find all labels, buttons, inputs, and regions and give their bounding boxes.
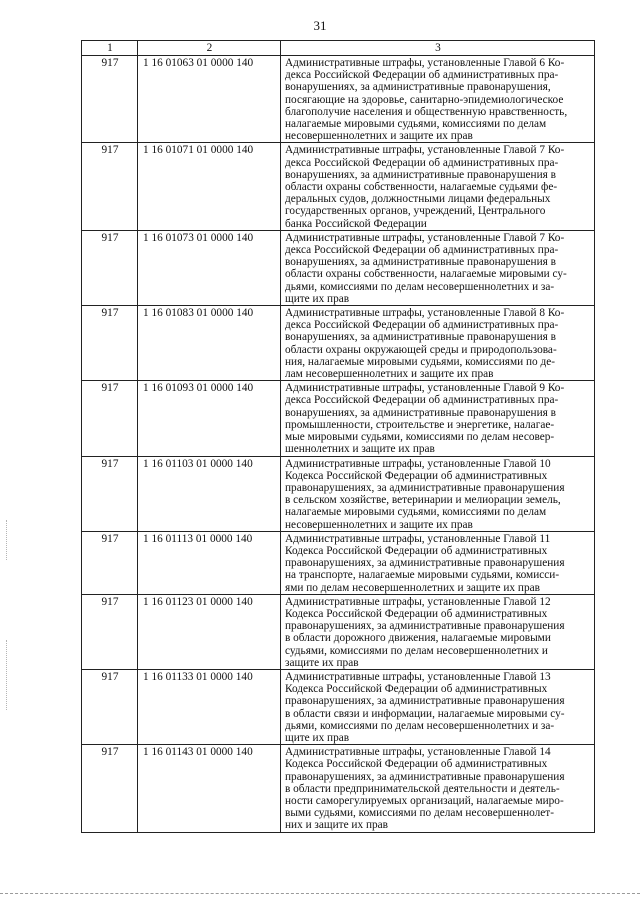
revenue-description-cell: Административные штрафы, установленные Главой 10 Кодекса Российской Федерации об административных правонарушениях, за административные правонарушения в сельском хозяйстве, ветеринарии и мелиорации земель, налагаемые мировыми судьями, комиссиями по делам несовершеннолетних и защите их прав xyxy=(281,456,595,531)
revenue-description-cell: Административные штрафы, установленные Главой 13 Кодекса Российской Федерации об административных правонарушениях, за административные правонарушения в области связи и информации, налагаемые мировыми су- дьями, комиссиями по делам несовершеннолетних и за- щите их прав xyxy=(281,669,595,744)
budget-classification-code-cell: 1 16 01113 01 0000 140 xyxy=(138,531,281,594)
revenue-description-cell: Административные штрафы, установленные Главой 7 Ко- декса Российской Федерации об административных пра- вонарушениях, за административные правонарушения в области охраны собственности, налагаемые судьями фе- деральных судов, должностными лицами федеральных государственных органов, учреждений, Центрального банка Российской Федерации xyxy=(281,143,595,230)
column-header-3: 3 xyxy=(281,41,595,56)
column-header-1: 1 xyxy=(82,41,138,56)
table-row xyxy=(82,531,595,594)
table-row xyxy=(82,381,595,456)
budget-classification-code-cell: 1 16 01133 01 0000 140 xyxy=(138,669,281,744)
admin-code-cell: 917 xyxy=(82,230,138,305)
budget-classification-code-cell: 1 16 01071 01 0000 140 xyxy=(138,143,281,230)
table-row xyxy=(82,456,595,531)
admin-code-cell: 917 xyxy=(82,745,138,832)
scan-margin-mark xyxy=(6,640,7,710)
revenue-description-cell: Административные штрафы, установленные Главой 9 Ко- декса Российской Федерации об административных пра- вонарушениях, за административные правонарушения в промышленности, строительстве и энергетике, налагае- мые мировыми судьями, комиссиями по делам несовер- шеннолетних и защите их прав xyxy=(281,381,595,456)
budget-classification-code-cell: 1 16 01143 01 0000 140 xyxy=(138,745,281,832)
revenue-description-cell: Административные штрафы, установленные Главой 6 Ко- декса Российской Федерации об административных пра- вонарушениях, за административные правонарушения, посягающие на здоровье, санитарно-эпидемиологическое благополучие населения и общественную нравственность, налагаемые мировыми судьями, комиссиями по делам несовершеннолетних и защите их прав xyxy=(281,56,595,143)
budget-classification-code-cell: 1 16 01063 01 0000 140 xyxy=(138,56,281,143)
admin-code-cell: 917 xyxy=(82,381,138,456)
admin-code-cell: 917 xyxy=(82,56,138,143)
revenue-description-cell: Административные штрафы, установленные Главой 12 Кодекса Российской Федерации об административных правонарушениях, за административные правонарушения в области дорожного движения, налагаемые мировыми судьями, комиссиями по делам несовершеннолетних и защите их прав xyxy=(281,594,595,669)
budget-classification-code-cell: 1 16 01073 01 0000 140 xyxy=(138,230,281,305)
revenue-description-cell: Административные штрафы, установленные Главой 11 Кодекса Российской Федерации об административных правонарушениях, за административные правонарушения на транспорте, налагаемые мировыми судьями, комисси- ями по делам несовершеннолетних и защите их прав xyxy=(281,531,595,594)
admin-code-cell: 917 xyxy=(82,531,138,594)
table-row xyxy=(82,230,595,305)
table-header-row xyxy=(82,41,595,56)
table-row xyxy=(82,594,595,669)
table-body xyxy=(82,41,595,833)
scan-margin-mark xyxy=(6,520,7,560)
budget-codes-table xyxy=(81,40,595,833)
column-header-2: 2 xyxy=(138,41,281,56)
budget-classification-code-cell: 1 16 01093 01 0000 140 xyxy=(138,381,281,456)
table-row xyxy=(82,306,595,381)
scan-edge-line xyxy=(0,893,640,894)
admin-code-cell: 917 xyxy=(82,456,138,531)
admin-code-cell: 917 xyxy=(82,669,138,744)
budget-classification-code-cell: 1 16 01083 01 0000 140 xyxy=(138,306,281,381)
table-row xyxy=(82,745,595,832)
page-number: 31 xyxy=(313,18,327,33)
admin-code-cell: 917 xyxy=(82,143,138,230)
revenue-description-cell: Административные штрафы, установленные Главой 8 Ко- декса Российской Федерации об административных пра- вонарушениях, за административные правонарушения в области охраны окружающей среды и природопользова- ния, налагаемые мировыми судьями, комиссиями по де- лам несовершеннолетних и защите их прав xyxy=(281,306,595,381)
table-row xyxy=(82,669,595,744)
admin-code-cell: 917 xyxy=(82,306,138,381)
admin-code-cell: 917 xyxy=(82,594,138,669)
revenue-description-cell: Административные штрафы, установленные Главой 14 Кодекса Российской Федерации об административных правонарушениях, за административные правонарушения в области предпринимательской деятельности и деятель- ности саморегулируемых организаций, налагаемые миро- выми судьями, комиссиями по делам несовершеннолет- них и защите их прав xyxy=(281,745,595,832)
budget-classification-code-cell: 1 16 01103 01 0000 140 xyxy=(138,456,281,531)
table-row xyxy=(82,56,595,143)
budget-classification-code-cell: 1 16 01123 01 0000 140 xyxy=(138,594,281,669)
revenue-description-cell: Административные штрафы, установленные Главой 7 Ко- декса Российской Федерации об административных пра- вонарушениях, за административные правонарушения в области охраны собственности, налагаемые мировыми су- дьями, комиссиями по делам несовершеннолетних и за- щите их прав xyxy=(281,230,595,305)
table-row xyxy=(82,143,595,230)
